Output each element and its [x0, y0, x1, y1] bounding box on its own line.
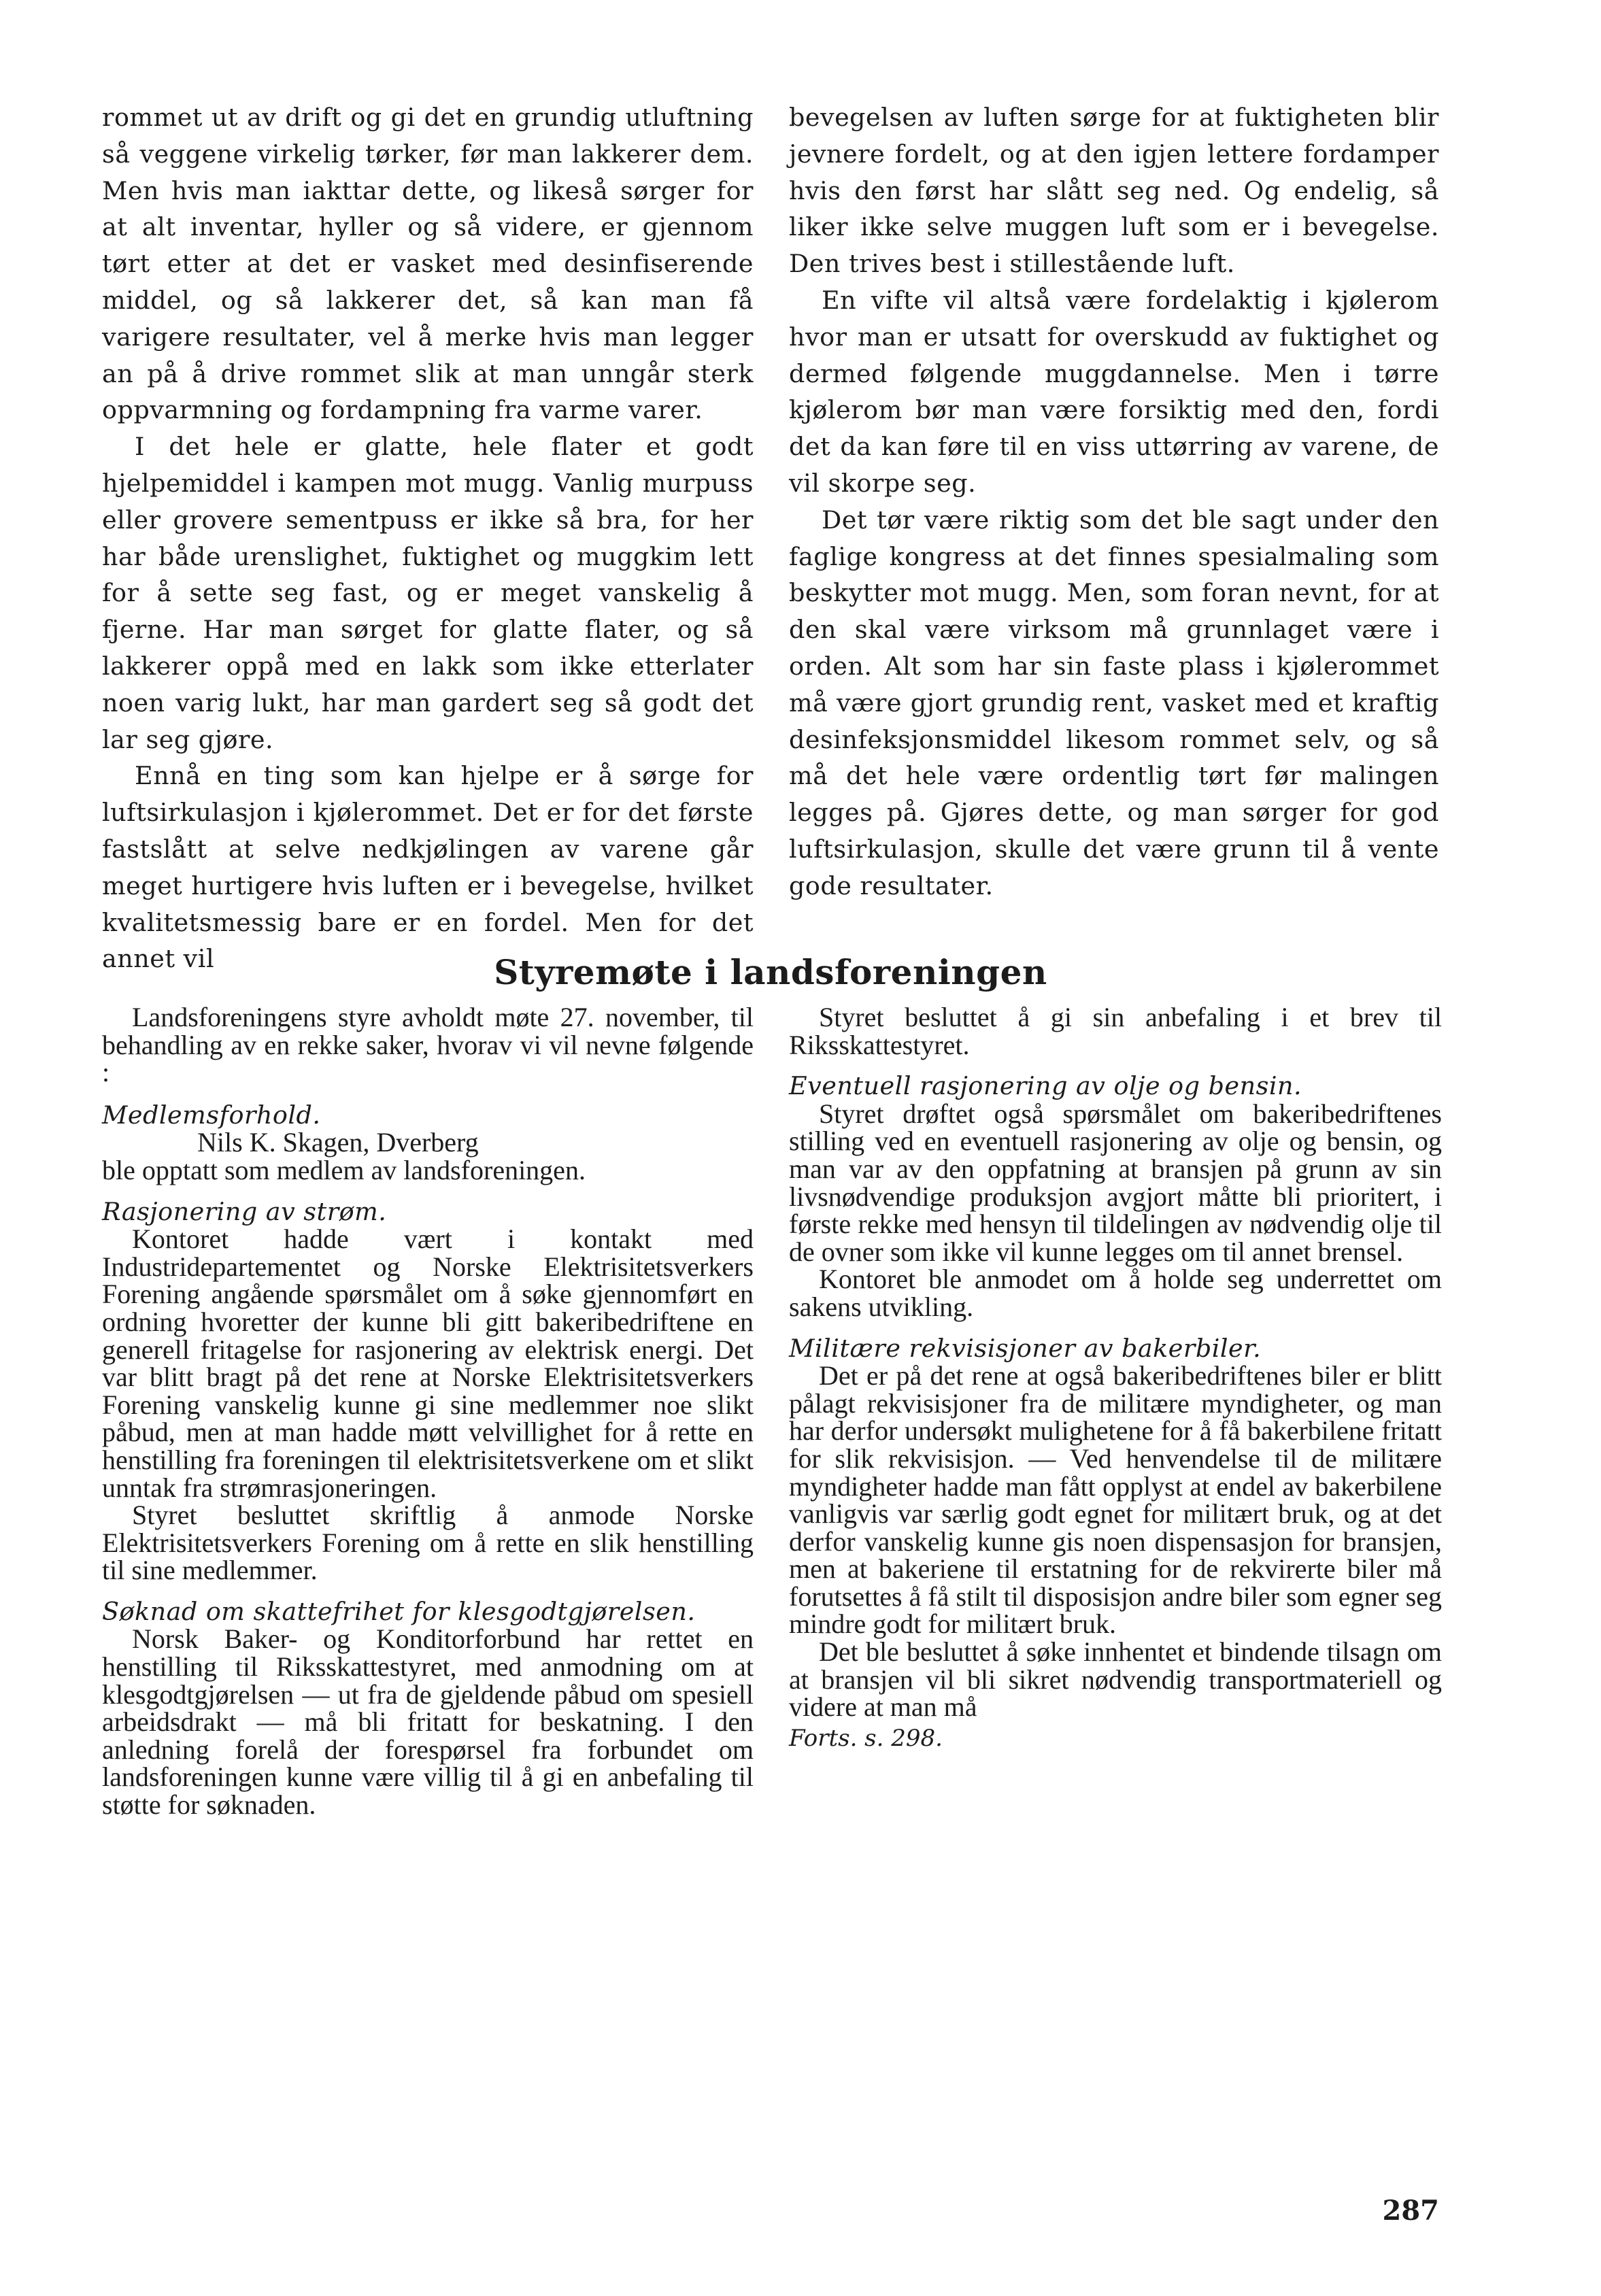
member-name: Nils K. Skagen, Dverberg	[197, 1127, 479, 1158]
article-paragraph: Det tør være riktig som det ble sagt under den faglige kongress at det finnes spesialmaling som beskytter mot mugg. Men, som foran nevnt, for at den skal være virksom må grunnlaget være i orden. Alt som har sin faste plass i kjølerommet må være gjort grundig rent, vasket med et kraftig desinfeksjonsmiddel likesom rommet selv, og så må det hele være ordentlig tørt før malingen legges på. Gjøres dette, og man sørger for god luftsirkulasjon, skulle det være grunn til å vente gode resultater.	[789, 505, 1439, 900]
article-paragraph: bevegelsen av luften sørge for at fuktigheten blir jevnere fordelt, og at den igjen lettere fordamper hvis den først har slått seg ned. Og endelig, så liker ikke selve muggen luft som er i bevegelse. Den trives best i stillestående luft.	[789, 103, 1439, 279]
article-paragraph: I det hele er glatte, hele flater et godt hjelpemiddel i kampen mot mugg. Vanlig murpuss eller grovere sementpuss er ikke så bra, for her har både urenslighet, fuktighet og muggkim lett for å sette seg fast, og er meget vanskelig å fjerne. Har man sørget for glatte flater, og så lakkerer oppå med en lakk som ikke etterlater noen varig lukt, har man gardert seg så godt det lar seg gjøre.	[102, 432, 754, 754]
article-paragraph: Ennå en ting som kan hjelpe er å sørge for luftsirkulasjon i kjølerommet. Det er for det første fastslått at selve nedkjølingen av varene går meget hurtigere hvis luften er i bevegelse, hvilket kvalitetsmessig bare er en fordel. Men for det annet vil	[102, 761, 754, 974]
body-paragraph: Styret besluttet skriftlig å anmode Norske Elektrisitetsverkers Forening om å rette en slik henstilling til sine medlemmer.	[102, 1500, 754, 1586]
article-paragraph: rommet ut av drift og gi det en grundig utluftning så veggene virkelig tørker, før man lakkerer dem. Men hvis man iakttar dette, og likeså sørger for at alt inventar, hyller og så videre, er gjennom tørt etter at det er vasket med desinfiserende middel, og så lakkerer det, så kan man få varigere resultater, vel å merke hvis man legger an på å drive rommet slik at man unngår sterk oppvarmning og fordampning fra varme varer.	[102, 103, 754, 425]
subheading-power-rationing: Rasjonering av strøm.	[102, 1196, 387, 1226]
body-paragraph: Det er på det rene at også bakeribedriftenes biler er blitt pålagt rekvisisjoner fra de militære myndigheter, og man har derfor undersøkt mulighetene for å få bakerbilene fritatt for slik rekvisisjon. — Ved henvendelse til de militære myndigheter hadde man fått opplyst at endel av bakerbilene vanligvis var særlig godt egnet for militært bruk, og at det derfor vanskelig kunne gis noen dispensasjon for bransjen, men at bakeriene til erstatning for de rekvirerte biler må forutsettes å få stilt til disposisjon andre biler som egner seg mindre godt for militært bruk.	[789, 1360, 1442, 1640]
body-paragraph: Styret drøftet også spørsmålet om bakeribedriftenes stilling ved en eventuell rasjonering av olje og bensin, og man var av den oppfatning at bransjen på grunn av sin livsnødvendige produksjon avgjort måtte bli prioritert, i første rekke med hensyn til tildelingen av nødvendig olje til de ovner som ikke vil kunne legges om til annet brensel.	[789, 1098, 1442, 1267]
body-paragraph: Det ble besluttet å søke innhentet et bindende tilsagn om at bransjen vil bli sikret nødvendig transportmateriell og videre at man må	[789, 1636, 1442, 1723]
subheading-oil-rationing: Eventuell rasjonering av olje og bensin.	[789, 1071, 1302, 1101]
subheading-military-requisitions: Militære rekvisisjoner av bakerbiler.	[789, 1333, 1262, 1363]
article-column-left	[102, 99, 754, 977]
body-paragraph: Norsk Baker- og Konditorforbund har rettet en henstilling til Riksskattestyret, med anmodning om at klesgodtgjørelsen — ut fra de gjeldende påbud om spesiell arbeidsdrakt — må bli fritatt for beskatning. I den anledning forelå der forespørsel fra forbundet om landsforeningen kunne være villig til å gi en anbefaling til støtte for søknaden.	[102, 1623, 754, 1821]
intro-paragraph: Landsforeningens styre avholdt møte 27. november, til behandling av en rekke saker, hvorav vi vil nevne følgende :	[102, 1002, 754, 1088]
body-paragraph: Styret besluttet å gi sin anbefaling i et brev til Riksskattestyret.	[789, 1002, 1442, 1060]
continued-note: Forts. s. 298.	[789, 1724, 943, 1752]
section-heading: Styremøte i landsforeningen	[494, 952, 1047, 992]
membership-text: ble opptatt som medlem av landsforeningen.	[102, 1154, 586, 1185]
article-paragraph: En vifte vil altså være fordelaktig i kjølerom hvor man er utsatt for overskudd av fuktighet og dermed følgende muggdannelse. Men i tørre kjølerom bør man være forsiktig med den, fordi det da kan føre til en viss uttørring av varene, de vil skorpe seg.	[789, 285, 1439, 498]
article-column-right	[789, 99, 1439, 905]
minutes-column-right	[789, 1004, 1442, 1753]
page-number: 287	[1382, 2195, 1439, 2227]
body-paragraph: Kontoret ble anmodet om å holde seg underrettet om sakens utvikling.	[789, 1264, 1442, 1322]
subheading-tax-exemption: Søknad om skattefrihet for klesgodtgjørelsen.	[102, 1596, 696, 1626]
body-paragraph: Kontoret hadde vært i kontakt med Industridepartementet og Norske Elektrisitetsverkers Forening angående spørsmålet om å søke gjennomført en ordning hvoretter der kunne bli gitt bakeribedriftene en generell fritagelse for rasjonering av elektrisk energi. Det var blitt bragt på det rene at Norske Elektrisitetsverkers Forening vanskelig kunne gi sine medlemmer noe slikt påbud, men at man hadde møtt velvillighet for å rette en henstilling fra foreningen til elektrisitetsverkene om et slikt unntak fra strømrasjoneringen.	[102, 1223, 754, 1503]
subheading-membership: Medlemsforhold.	[102, 1100, 321, 1130]
minutes-column-left	[102, 1004, 754, 1819]
